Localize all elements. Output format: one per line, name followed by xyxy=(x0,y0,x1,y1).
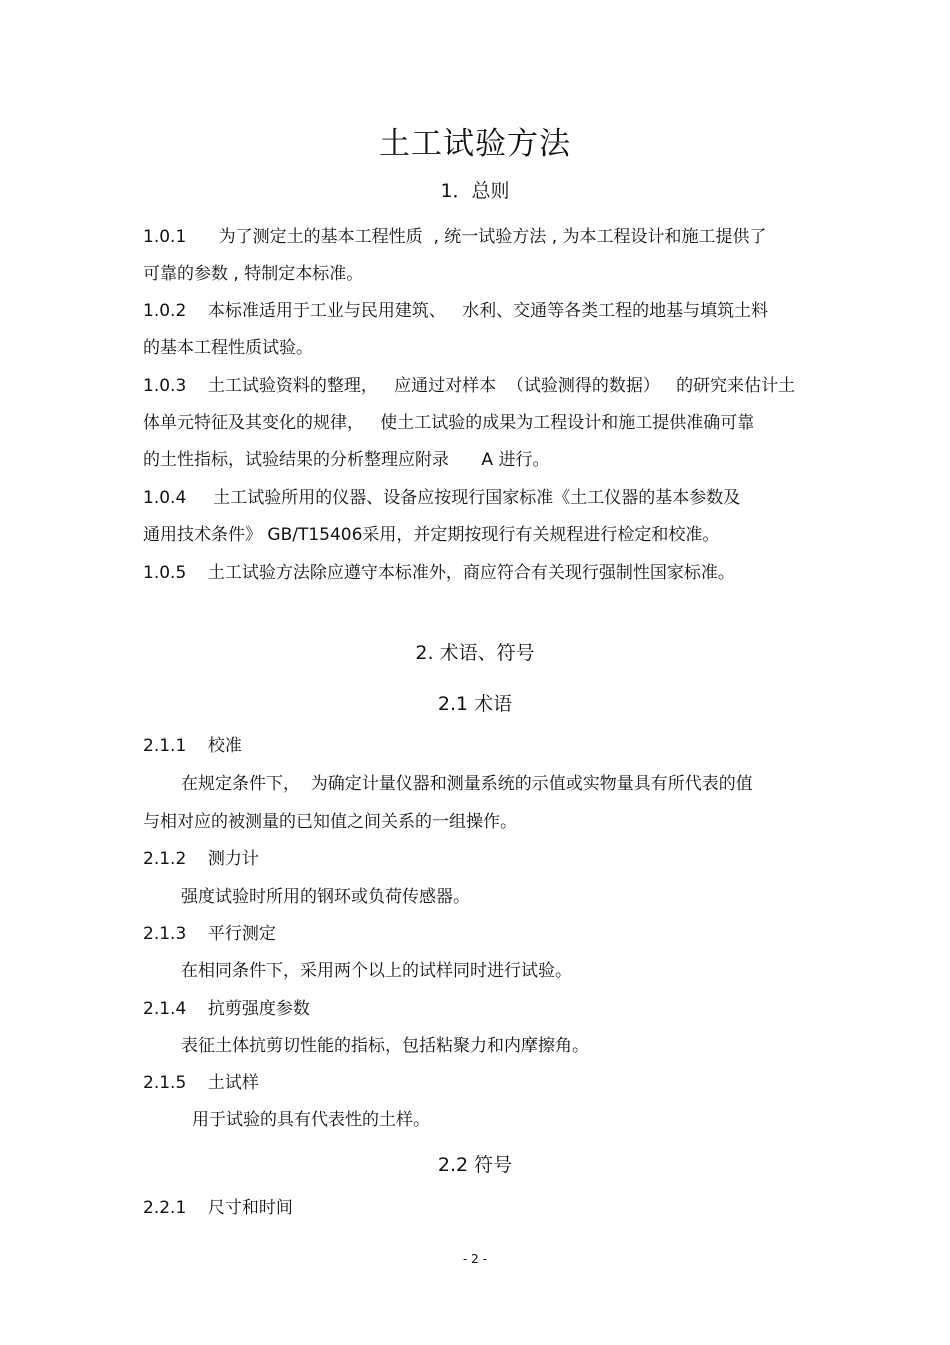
document-title: 土工试验方法 xyxy=(379,126,571,162)
paragraph-1-0-1-line-1: 1.0.1 为了测定土的基本工程性质 , 统一试验方法 , 为本工程设计和施工提供了 xyxy=(143,227,767,247)
term-2-1-3-def: 在相同条件下，采用两个以上的试样同时进行试验。 xyxy=(181,961,572,981)
paragraph-1-0-4-line-2: 通用技术条件》 GB/T15406采用，并定期按现行有关规程进行检定和校准。 xyxy=(143,525,720,545)
symbol-2-2-1-heading: 2.2.1 尺寸和时间 xyxy=(143,1198,293,1218)
paragraph-1-0-3-line-2: 体单元特征及其变化的规律， 使土工试验的成果为工程设计和施工提供准确可靠 xyxy=(143,413,755,433)
term-2-1-1-heading: 2.1.1 校准 xyxy=(143,736,242,756)
section-heading-terms-symbols: 2. 术语、符号 xyxy=(415,642,535,664)
paragraph-1-0-3-line-1: 1.0.3 土工试验资料的整理， 应通过对样本 （试验测得的数据） 的研究来估计土 xyxy=(143,376,796,396)
term-2-1-1-def-line-1: 在规定条件下， 为确定计量仪器和测量系统的示值或实物量具有所代表的值 xyxy=(181,774,753,794)
term-2-1-5-def: 用于试验的具有代表性的土样。 xyxy=(192,1110,430,1130)
paragraph-1-0-4-line-1: 1.0.4 土工试验所用的仪器、设备应按现行国家标准《土工仪器的基本参数及 xyxy=(143,488,741,508)
term-2-1-3-heading: 2.1.3 平行测定 xyxy=(143,924,276,944)
term-2-1-2-heading: 2.1.2 测力计 xyxy=(143,849,259,869)
term-2-1-4-def: 表征土体抗剪切性能的指标，包括粘聚力和内摩擦角。 xyxy=(181,1036,589,1056)
paragraph-1-0-1-line-2: 可靠的参数 , 特制定本标准。 xyxy=(143,264,364,284)
paragraph-1-0-2-line-1: 1.0.2 本标准适用于工业与民用建筑、 水利、交通等各类工程的地基与填筑土料 xyxy=(143,301,769,321)
subsection-heading-terms: 2.1 术语 xyxy=(437,693,513,715)
term-2-1-2-def: 强度试验时所用的钢环或负荷传感器。 xyxy=(181,887,470,907)
page-number: - 2 - xyxy=(463,1252,487,1266)
paragraph-1-0-2-line-2: 的基本工程性质试验。 xyxy=(143,338,313,358)
section-heading-general: 1．总则 xyxy=(440,180,510,202)
term-2-1-4-heading: 2.1.4 抗剪强度参数 xyxy=(143,999,310,1019)
paragraph-1-0-5-line-1: 1.0.5 土工试验方法除应遵守本标准外，商应符合有关现行强制性国家标准。 xyxy=(143,563,735,583)
term-2-1-1-def-line-2: 与相对应的被测量的已知值之间关系的一组操作。 xyxy=(143,812,517,832)
paragraph-1-0-3-line-3: 的土性指标，试验结果的分析整理应附录 A 进行。 xyxy=(143,450,550,470)
subsection-heading-symbols: 2.2 符号 xyxy=(437,1154,513,1176)
term-2-1-5-heading: 2.1.5 土试样 xyxy=(143,1073,259,1093)
